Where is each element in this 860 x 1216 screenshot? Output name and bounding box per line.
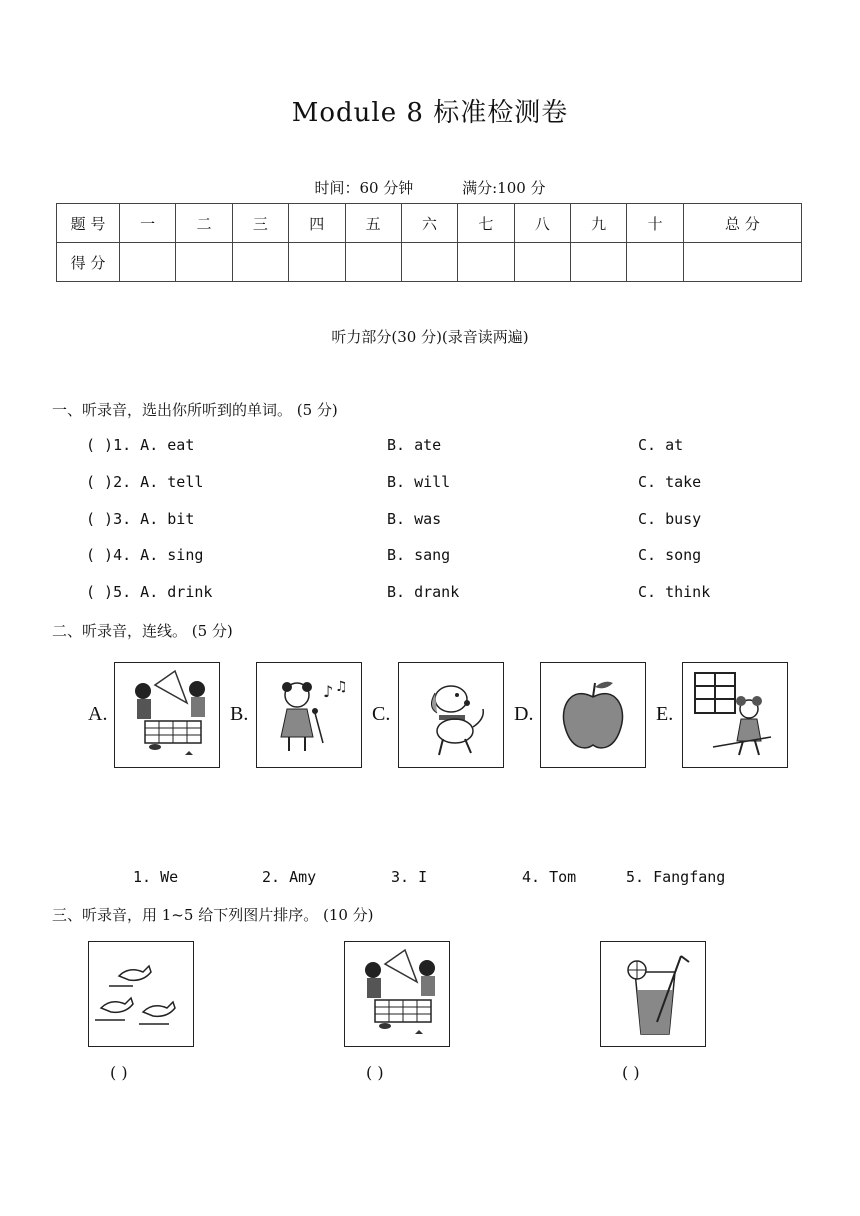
score-cell: 八 bbox=[514, 204, 570, 243]
score-table bbox=[56, 203, 802, 282]
score-table-score-row bbox=[57, 243, 802, 282]
score-cell: 五 bbox=[345, 204, 401, 243]
order-blank-1[interactable]: ( ) bbox=[110, 1063, 128, 1082]
score-cell: 六 bbox=[401, 204, 457, 243]
score-input-cell[interactable] bbox=[289, 243, 345, 282]
q2-option-a: ( )2. A. tell bbox=[86, 473, 204, 491]
apple-picture bbox=[540, 662, 646, 768]
picture-label-b: B. bbox=[230, 703, 249, 725]
name-we: 1. We bbox=[133, 868, 179, 886]
score-cell: 七 bbox=[458, 204, 514, 243]
picnic-icon bbox=[345, 942, 449, 1046]
picnic-picture bbox=[114, 662, 220, 768]
score-input-cell[interactable] bbox=[232, 243, 288, 282]
svg-text:♪: ♪ bbox=[323, 682, 334, 701]
picture-label-c: C. bbox=[372, 703, 391, 725]
birds-picture bbox=[88, 941, 194, 1047]
q2-option-c: C. take bbox=[638, 473, 702, 491]
birds-icon bbox=[89, 942, 193, 1046]
q4-option-c: C. song bbox=[638, 546, 702, 564]
score-input-cell[interactable] bbox=[120, 243, 176, 282]
score-cell: 总 分 bbox=[683, 204, 801, 243]
name-fangfang: 5. Fangfang bbox=[626, 868, 726, 886]
q3-option-a: ( )3. A. bit bbox=[86, 510, 195, 528]
picture-label-d: D. bbox=[514, 703, 534, 725]
q2-option-b: B. will bbox=[387, 473, 451, 491]
q5-option-a: ( )5. A. drink bbox=[86, 583, 213, 601]
q4-option-a: ( )4. A. sing bbox=[86, 546, 204, 564]
q1-option-b: B. ate bbox=[387, 436, 442, 454]
time-limit: 时间：60 分钟 bbox=[314, 179, 414, 197]
q3-option-b: B. was bbox=[387, 510, 442, 528]
singing-girl-icon bbox=[257, 663, 361, 767]
q1-option-c: C. at bbox=[638, 436, 684, 454]
picnic-picture-2 bbox=[344, 941, 450, 1047]
page-title: Module 8 标准检测卷 bbox=[291, 98, 569, 128]
name-i: 3. I bbox=[391, 868, 428, 886]
score-input-cell[interactable] bbox=[571, 243, 627, 282]
score-input-cell[interactable] bbox=[458, 243, 514, 282]
score-input-cell[interactable] bbox=[683, 243, 801, 282]
juice-picture bbox=[600, 941, 706, 1047]
svg-text:♫: ♫ bbox=[335, 679, 348, 695]
picnic-icon bbox=[115, 663, 219, 767]
listening-header: 听力部分(30 分)(录音读两遍) bbox=[331, 328, 529, 346]
singing-girl-picture bbox=[256, 662, 362, 768]
apple-icon bbox=[541, 663, 645, 767]
dog-picture bbox=[398, 662, 504, 768]
score-cell: 十 bbox=[627, 204, 683, 243]
q3-option-c: C. busy bbox=[638, 510, 702, 528]
score-input-cell[interactable] bbox=[176, 243, 232, 282]
score-input-cell[interactable] bbox=[345, 243, 401, 282]
score-input-cell[interactable] bbox=[627, 243, 683, 282]
picture-label-a: A. bbox=[88, 703, 108, 725]
score-cell: 四 bbox=[289, 204, 345, 243]
score-cell: 三 bbox=[232, 204, 288, 243]
dog-icon bbox=[399, 663, 503, 767]
score-cell: 九 bbox=[571, 204, 627, 243]
score-input-cell[interactable] bbox=[401, 243, 457, 282]
name-tom: 4. Tom bbox=[522, 868, 577, 886]
score-cell: 一 bbox=[120, 204, 176, 243]
q5-option-c: C. think bbox=[638, 583, 711, 601]
q1-option-a: ( )1. A. eat bbox=[86, 436, 195, 454]
name-amy: 2. Amy bbox=[262, 868, 317, 886]
juice-icon bbox=[601, 942, 705, 1046]
exam-meta bbox=[0, 177, 860, 198]
full-score: 满分:100 分 bbox=[462, 179, 546, 197]
score-cell: 题 号 bbox=[57, 204, 120, 243]
picture-label-e: E. bbox=[656, 703, 674, 725]
section3-title: 三、听录音，用 1~5 给下列图片排序。 (10 分) bbox=[52, 906, 374, 924]
score-row-label: 得 分 bbox=[57, 243, 120, 282]
q4-option-b: B. sang bbox=[387, 546, 451, 564]
score-table-header-row bbox=[57, 204, 802, 243]
score-cell: 二 bbox=[176, 204, 232, 243]
q5-option-b: B. drank bbox=[387, 583, 460, 601]
section1-title: 一、听录音，选出你所听到的单词。 (5 分) bbox=[52, 401, 338, 419]
window-girl-icon bbox=[683, 663, 787, 767]
section2-title: 二、听录音，连线。 (5 分) bbox=[52, 622, 233, 640]
window-girl-picture bbox=[682, 662, 788, 768]
score-input-cell[interactable] bbox=[514, 243, 570, 282]
order-blank-2[interactable]: ( ) bbox=[366, 1063, 384, 1082]
order-blank-3[interactable]: ( ) bbox=[622, 1063, 640, 1082]
